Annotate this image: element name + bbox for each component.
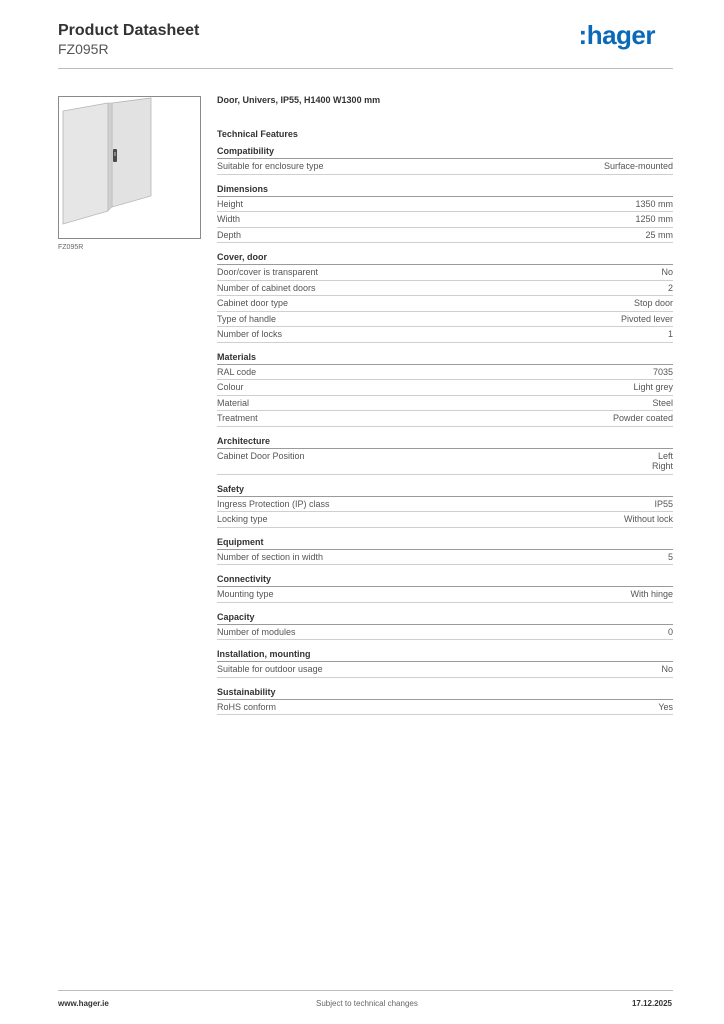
spec-value: IP55 — [654, 498, 673, 509]
spec-row — [217, 312, 673, 328]
spec-label: Cabinet Door Position — [217, 450, 305, 461]
spec-value: 5 — [667, 551, 673, 562]
spec-label: Cabinet door type — [217, 298, 289, 308]
spec-label: Type of handle — [217, 313, 277, 324]
spec-label: Ingress Protection (IP) class — [217, 498, 330, 509]
section-cover-door — [217, 252, 673, 343]
spec-value: With hinge — [630, 589, 673, 599]
section-title: Compatibility — [217, 146, 673, 159]
section-capacity — [217, 612, 673, 641]
spec-row — [217, 281, 673, 297]
spec-value: 1250 mm — [635, 214, 673, 224]
spec-label: Height — [217, 198, 244, 209]
section-compatibility — [217, 146, 673, 175]
section-sustainability — [217, 687, 673, 716]
spec-row — [217, 411, 673, 427]
section-connectivity — [217, 574, 673, 603]
spec-row — [217, 228, 673, 244]
spec-label: Suitable for enclosure type — [217, 161, 324, 171]
spec-row — [217, 396, 673, 412]
section-title: Equipment — [217, 537, 673, 550]
spec-row — [217, 550, 673, 566]
section-materials — [217, 352, 673, 427]
document-title: Product Datasheet — [58, 22, 200, 39]
section-title: Installation, mounting — [217, 649, 673, 662]
spec-label: Number of modules — [217, 626, 296, 637]
product-code: FZ095R — [58, 41, 109, 57]
section-title: Sustainability — [217, 687, 673, 700]
spec-value: Left — [657, 450, 673, 461]
spec-label: Number of cabinet doors — [217, 282, 316, 293]
footer-notice: Subject to technical changes — [316, 999, 418, 1008]
section-safety — [217, 484, 673, 528]
spec-row — [217, 449, 673, 475]
product-description: Door, Univers, IP55, H1400 W1300 mm — [217, 95, 381, 105]
spec-label: Colour — [217, 382, 244, 392]
spec-label: Mounting type — [217, 589, 274, 599]
double-door-illustration — [59, 97, 200, 238]
image-caption: FZ095R — [58, 244, 84, 251]
spec-value: 2 — [667, 282, 673, 293]
spec-label: RoHS conform — [217, 701, 277, 712]
footer-date: 17.12.2025 — [631, 999, 672, 1008]
section-architecture — [217, 436, 673, 475]
hager-logo: :hager — [578, 20, 655, 50]
spec-label: Treatment — [217, 413, 258, 423]
spec-row — [217, 365, 673, 381]
datasheet-content — [217, 95, 673, 724]
section-equipment — [217, 537, 673, 566]
section-title: Materials — [217, 352, 673, 365]
header-divider — [58, 68, 673, 69]
spec-value: 7035 — [652, 366, 673, 377]
spec-label: Suitable for outdoor usage — [217, 664, 323, 674]
spec-label: Width — [217, 214, 241, 224]
spec-value: No — [661, 267, 673, 277]
spec-value: Powder coated — [612, 413, 673, 423]
section-title: Architecture — [217, 436, 673, 449]
spec-value: 1 — [667, 329, 673, 339]
spec-row — [217, 625, 673, 641]
spec-row — [217, 296, 673, 312]
spec-value: Yes — [658, 701, 673, 712]
spec-row — [217, 512, 673, 528]
spec-row — [217, 380, 673, 396]
spec-value: 1350 mm — [635, 198, 673, 209]
section-title: Dimensions — [217, 184, 673, 197]
spec-value: 25 mm — [645, 229, 673, 240]
spec-value: Right — [651, 461, 673, 471]
section-dimensions — [217, 184, 673, 244]
spec-label: Number of locks — [217, 329, 283, 339]
section-title: Safety — [217, 484, 673, 497]
spec-label: RAL code — [217, 366, 257, 377]
page-header — [58, 20, 673, 68]
spec-row — [217, 587, 673, 603]
footer-divider — [58, 990, 673, 991]
spec-label: Locking type — [217, 514, 268, 524]
technical-features-title: Technical Features — [217, 129, 298, 139]
spec-row — [217, 197, 673, 213]
spec-row — [217, 700, 673, 716]
spec-value-group — [652, 451, 673, 472]
spec-label: Door/cover is transparent — [217, 267, 319, 277]
section-installation-mounting — [217, 649, 673, 678]
spec-row — [217, 327, 673, 343]
spec-value: 0 — [667, 626, 673, 637]
spec-label: Depth — [217, 229, 242, 240]
spec-label: Number of section in width — [217, 551, 324, 562]
spec-value: No — [661, 664, 673, 674]
section-title: Cover, door — [217, 252, 673, 265]
spec-value: Stop door — [633, 298, 673, 308]
spec-value: Pivoted lever — [620, 313, 673, 324]
spec-label: Material — [217, 397, 250, 408]
spec-row — [217, 212, 673, 228]
spec-value: Light grey — [633, 382, 673, 392]
spec-value: Without lock — [623, 514, 673, 524]
spec-row — [217, 265, 673, 281]
spec-value: Surface-mounted — [603, 161, 673, 171]
product-image — [58, 96, 201, 239]
spec-value: Steel — [652, 397, 673, 408]
spec-row — [217, 497, 673, 513]
footer-website: www.hager.ie — [58, 999, 109, 1008]
spec-row — [217, 662, 673, 678]
section-title: Capacity — [217, 612, 673, 625]
section-title: Connectivity — [217, 574, 673, 587]
spec-row — [217, 159, 673, 175]
